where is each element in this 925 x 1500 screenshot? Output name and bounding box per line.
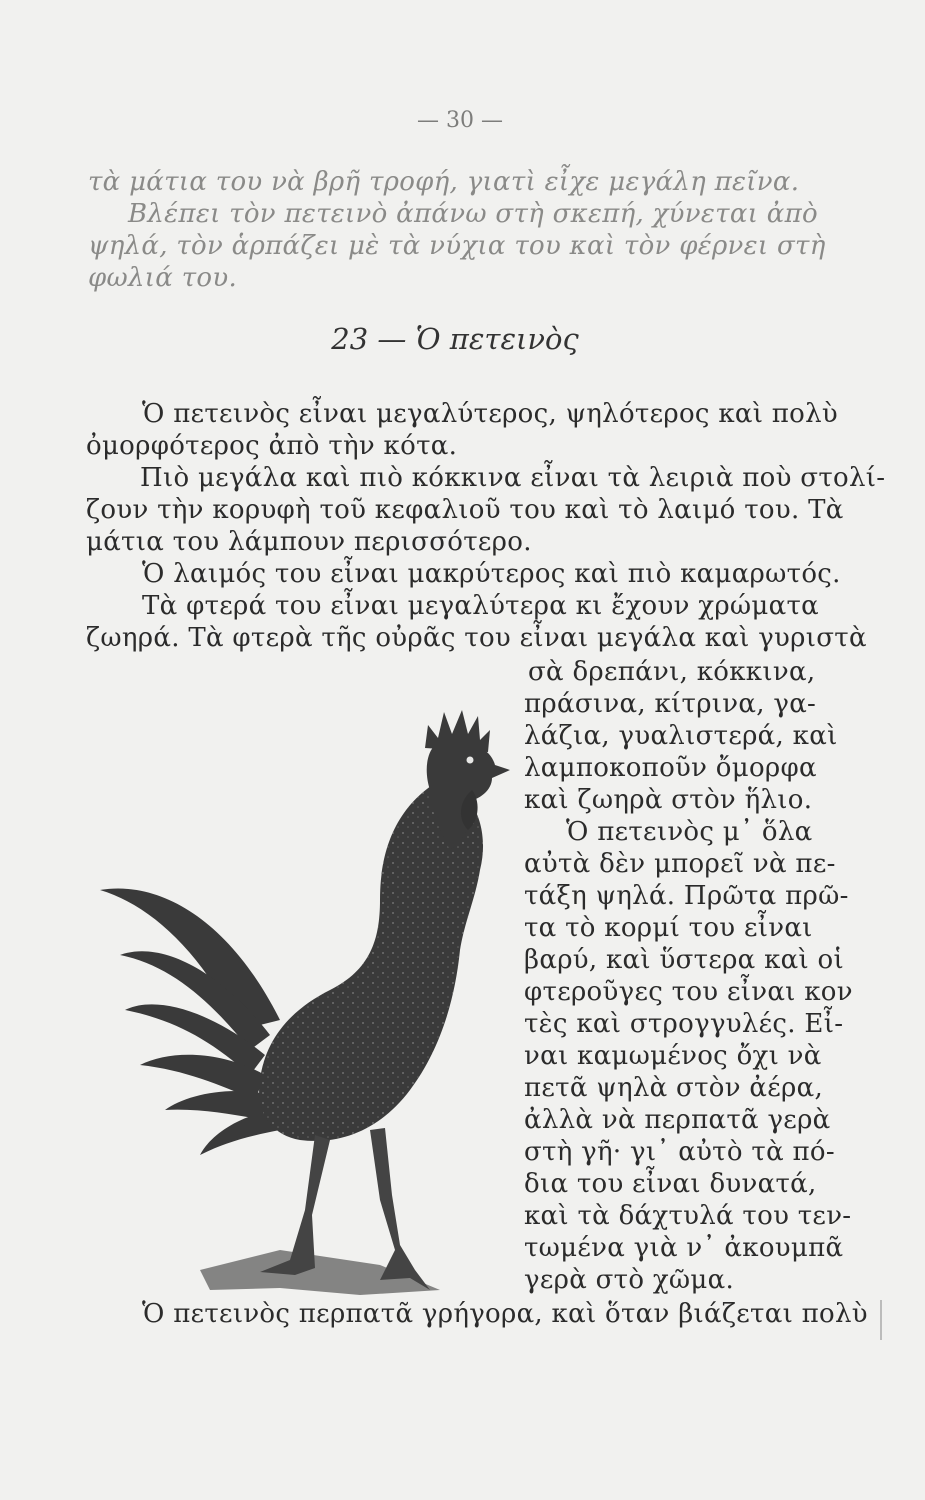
top-paragraph-line-1: τὰ μάτια του νὰ βρῆ τροφή, γιατὶ εἶχε μεγάλη πεῖνα.	[88, 167, 800, 197]
column-line-13: ναι καμωμένος ὄχι νὰ	[524, 1041, 822, 1071]
rooster-illustration	[80, 690, 520, 1320]
body-last-line: Ὁ πετεινὸς περπατᾶ γρήγορα, καὶ ὅταν βιάζεται πολὺ	[142, 1299, 868, 1329]
column-line-5: καὶ ζωηρὰ στὸν ἥλιο.	[524, 785, 813, 815]
body-line-6: Ὁ λαιμός του εἶναι μακρύτερος καὶ πιὸ καμαρωτός.	[142, 559, 841, 589]
top-paragraph-line-2: Βλέπει τὸν πετεινὸ ἀπάνω στὴ σκεπή, χύνεται ἀπὸ	[128, 199, 818, 229]
column-line-19: τωμένα γιὰ ν᾽ ἀκουμπᾶ	[524, 1233, 844, 1263]
rooster-comb	[425, 710, 490, 752]
column-line-20: γερὰ στὸ χῶμα.	[524, 1265, 735, 1295]
top-paragraph-line-3: ψηλά, τὸν ἁρπάζει μὲ τὰ νύχια του καὶ τὸν φέρνει στὴ	[88, 231, 826, 261]
column-line-14: πετᾶ ψηλὰ στὸν ἀέρα,	[524, 1073, 824, 1103]
page-number: — 30 —	[417, 108, 503, 133]
column-line-8: τάξη ψηλά. Πρῶτα πρῶ-	[524, 881, 849, 911]
rooster-eye	[467, 757, 474, 764]
body-line-5: μάτια του λάμπουν περισσότερο.	[86, 527, 532, 557]
column-line-16: στὴ γῆ· γι᾽ αὐτὸ τὰ πό-	[524, 1137, 835, 1167]
body-line-7: Τὰ φτερά του εἶναι μεγαλύτερα κι ἔχουν χρώματα	[142, 591, 820, 621]
body-line-1: Ὁ πετεινὸς εἶναι μεγαλύτερος, ψηλότερος καὶ πολὺ	[142, 399, 839, 429]
tail-feathers	[100, 889, 280, 1155]
column-line-3: λάζια, γυαλιστερά, καὶ	[524, 721, 838, 751]
body-line-2: ὀμορφότερος ἀπὸ τὴν κότα.	[86, 431, 458, 461]
column-line-10: βαρύ, καὶ ὕστερα καὶ οἱ	[524, 945, 845, 975]
body-line-3: Πιὸ μεγάλα καὶ πιὸ κόκκινα εἶναι τὰ λειριὰ ποὺ στολί-	[140, 463, 886, 493]
page-edge-mark	[880, 1300, 882, 1340]
column-line-18: καὶ τὰ δάχτυλά του τεν-	[524, 1201, 852, 1231]
body-line-4: ζουν τὴν κορυφὴ τοῦ κεφαλιοῦ του καὶ τὸ λαιμό του. Τὰ	[86, 495, 844, 525]
section-heading: 23 — Ὁ πετεινὸς	[331, 322, 579, 356]
column-line-17: δια του εἶναι δυνατά,	[524, 1169, 817, 1199]
body-line-8: ζωηρά. Τὰ φτερὰ τῆς οὐρᾶς του εἶναι μεγάλα καὶ γυριστὰ	[86, 623, 867, 653]
column-line-1: σὰ δρεπάνι, κόκκινα,	[528, 657, 816, 687]
top-paragraph-line-4: φωλιά του.	[88, 263, 238, 293]
column-line-9: τα τὸ κορμί του εἶναι	[524, 913, 813, 943]
column-line-4: λαμποκοποῦν ὄμορφα	[524, 753, 817, 783]
column-line-15: ἀλλὰ νὰ περπατᾶ γερὰ	[524, 1105, 831, 1135]
column-line-2: πράσινα, κίτρινα, γα-	[524, 689, 817, 719]
column-line-6: Ὁ πετεινὸς μ᾽ ὅλα	[566, 817, 813, 847]
column-line-12: τὲς καὶ στρογγυλές. Εἶ-	[524, 1009, 844, 1039]
column-line-7: αὐτὰ δὲν μπορεῖ νὰ πε-	[524, 849, 836, 879]
column-line-11: φτεροῦγες του εἶναι κον	[524, 977, 853, 1007]
